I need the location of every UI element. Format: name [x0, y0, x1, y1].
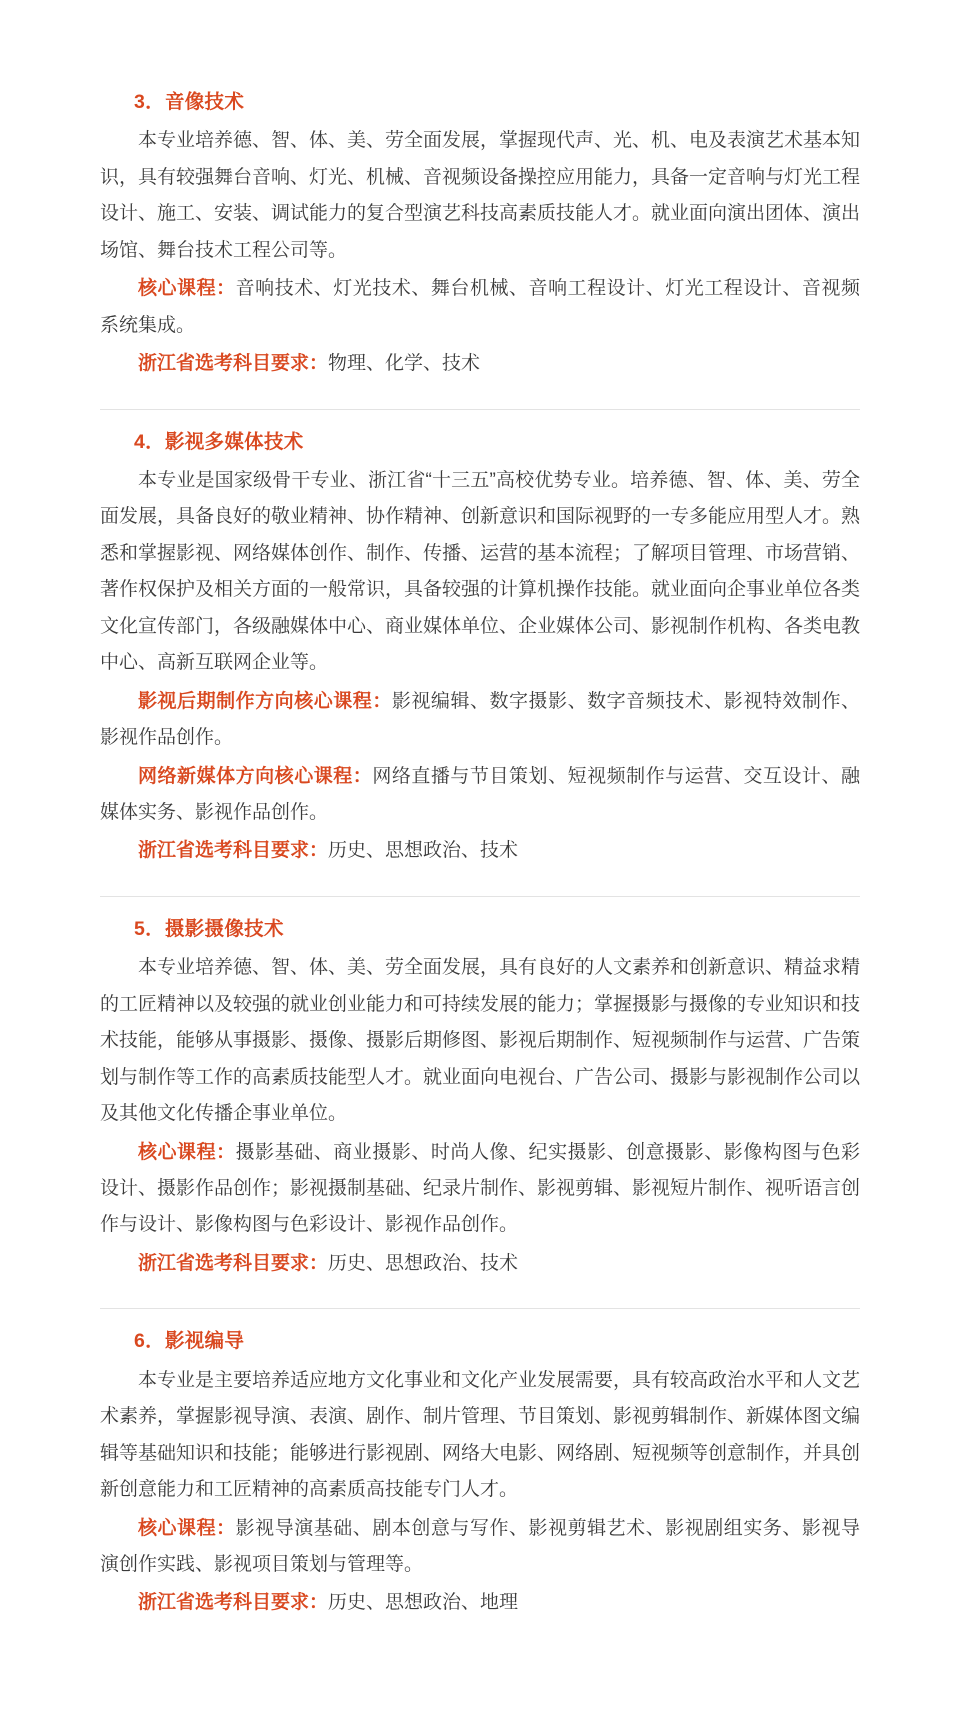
- section-divider: [100, 409, 860, 410]
- exam-subject-requirement-paragraph: [100, 1585, 860, 1621]
- exam-subject-requirement-paragraph: [100, 833, 860, 869]
- section-body-paragraph: 本专业培养德、智、体、美、劳全面发展，具有良好的人文素养和创新意识、精益求精的工匠精神以及较强的就业创业能力和可持续发展的能力；掌握摄影与摄像的专业知识和技术技能，能够从事摄影、摄像、摄影后期修图、影视后期制作、短视频制作与运营、广告策划与制作等工作的高素质技能型人才。就业面向电视台、广告公司、摄影与影视制作公司以及其他文化传播企事业单位。: [100, 957, 861, 1125]
- post-production-courses-separator: ：: [372, 690, 392, 712]
- section-body-paragraph: 本专业是国家级骨干专业、浙江省“十三五”高校优势专业。培养德、智、体、美、劳全面发展，具备良好的敬业精神、协作精神、创新意识和国际视野的一专多能应用型人才。熟悉和掌握影视、网络媒体创作、制作、传播、运营的基本流程；了解项目管理、市场营销、著作权保护及相关方面的一般常识，具备较强的计算机操作技能。就业面向企事业单位各类文化宣传部门，各级融媒体中心、商业媒体单位、企业媒体公司、影视制作机构、各类电教中心、高新互联网企业等。: [100, 469, 861, 674]
- section-film-tv-multimedia-technology: [100, 428, 860, 870]
- section-body-paragraph: 本专业培养德、智、体、美、劳全面发展，掌握现代声、光、机、电及表演艺术基本知识，具有较强舞台音响、灯光、机械、音视频设备操控应用能力，具备一定音响与灯光工程设计、施工、安装、调试能力的复合型演艺科技高素质技能人才。就业面向演出团体、演出场馆、舞台技术工程公司等。: [100, 130, 861, 261]
- section-divider: [100, 896, 860, 897]
- post-production-courses-text: 影视编辑、数字摄影、数字音频技术、影视特效制作、影视作品创作。: [100, 690, 860, 749]
- section-audio-video-technology: [100, 88, 860, 383]
- core-courses-paragraph: [100, 271, 860, 344]
- exam-subject-label: 浙江省选考科目要求: [138, 1252, 310, 1274]
- section-body-paragraph: 本专业是主要培养适应地方文化事业和文化产业发展需要，具有较高政治水平和人文艺术素养，掌握影视导演、表演、剧作、制片管理、节目策划、影视剪辑制作、新媒体图文编辑等基础知识和技能；能够进行影视剧、网络大电影、网络剧、短视频等创意制作，并具创新创意能力和工匠精神的高素质高技能专门人才。: [100, 1369, 861, 1501]
- core-courses-text: 摄影基础、商业摄影、时尚人像、纪实摄影、创意摄影、影像构图与色彩设计、摄影作品创作；影视摄制基础、纪录片制作、影视剪辑、影视短片制作、视听语言创作与设计、影像构图与色彩设计、影视作品创作。: [100, 1141, 861, 1236]
- new-media-courses-text: 网络直播与节目策划、短视频制作与运营、交互设计、融媒体实务、影视作品创作。: [100, 765, 860, 823]
- section-title: 6．影视编导: [134, 1330, 245, 1353]
- post-production-courses-label: 影视后期制作方向核心课程: [138, 690, 373, 712]
- core-courses-label: 核心课程: [138, 1141, 217, 1163]
- exam-subject-separator: ：: [309, 1592, 329, 1614]
- core-courses-label: 核心课程: [138, 278, 217, 300]
- exam-subject-requirement-paragraph: [100, 346, 860, 382]
- exam-subject-text: 历史、思想政治、地理: [328, 1592, 519, 1614]
- new-media-courses-label: 网络新媒体方向核心课程: [138, 765, 353, 787]
- section-title: 4．影视多媒体技术: [134, 430, 304, 453]
- core-courses-label: 核心课程: [138, 1517, 217, 1539]
- core-courses-paragraph: [100, 1135, 860, 1244]
- exam-subject-text: 历史、思想政治、技术: [328, 840, 519, 862]
- exam-subject-separator: ：: [309, 353, 329, 375]
- section-film-tv-directing: [100, 1327, 860, 1622]
- section-title: 5．摄影摄像技术: [134, 917, 284, 940]
- core-courses-paragraph: [100, 1511, 860, 1584]
- exam-subject-label: 浙江省选考科目要求: [138, 353, 310, 375]
- core-courses-text: 音响技术、灯光技术、舞台机械、音响工程设计、灯光工程设计、音视频系统集成。: [100, 278, 860, 336]
- core-courses-separator: ：: [216, 1141, 236, 1163]
- exam-subject-separator: ：: [309, 840, 329, 862]
- core-courses-separator: ：: [216, 278, 236, 300]
- exam-subject-label: 浙江省选考科目要求: [138, 840, 310, 862]
- section-photography-videography-technology: [100, 915, 860, 1282]
- section-title: 3．音像技术: [134, 91, 245, 113]
- core-courses-separator: ：: [216, 1517, 236, 1539]
- exam-subject-label: 浙江省选考科目要求: [138, 1592, 310, 1614]
- exam-subject-requirement-paragraph: [100, 1246, 860, 1282]
- new-media-courses-separator: ：: [352, 765, 373, 787]
- exam-subject-text: 物理、化学、技术: [328, 353, 481, 375]
- exam-subject-text: 历史、思想政治、技术: [328, 1252, 519, 1274]
- exam-subject-separator: ：: [309, 1252, 329, 1274]
- post-production-courses-paragraph: [100, 684, 860, 757]
- section-divider: [100, 1308, 860, 1309]
- core-courses-text: 影视导演基础、剧本创意与写作、影视剪辑艺术、影视剧组实务、影视导演创作实践、影视项目策划与管理等。: [100, 1517, 860, 1575]
- new-media-courses-paragraph: [100, 759, 860, 832]
